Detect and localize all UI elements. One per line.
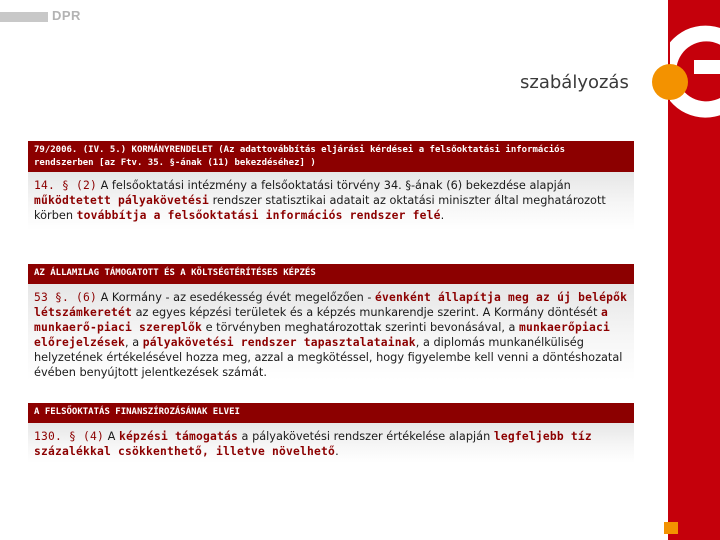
- block2-header: AZ ÁLLAMILAG TÁMOGATOTT ÉS A KÖLTSÉGTÉRÍTÉSES KÉPZÉS: [28, 264, 634, 284]
- block2-highlight: a munkaerő-piaci szereplők: [34, 306, 609, 334]
- block2-ref: 53 §. (6): [34, 291, 98, 304]
- block3-header: A FELSŐOKTATÁS FINANSZÍROZÁSÁNAK ELVEI: [28, 403, 634, 423]
- block3-text: .: [335, 445, 339, 458]
- block3-highlight: legfeljebb tíz százalékkal csökkenthető, illetve növelhető: [34, 430, 592, 458]
- block1-text: .: [440, 209, 445, 222]
- block2-text: , a: [125, 336, 143, 349]
- brand-logo: DPR: [52, 8, 81, 23]
- block1-ref: 14. § (2): [34, 179, 98, 192]
- orange-square-icon: [664, 522, 678, 534]
- block3-text: A: [104, 430, 119, 443]
- logo-bar: [0, 12, 48, 22]
- section-label: szabályozás: [520, 72, 629, 93]
- block1-text: A felsőoktatási intézmény a felsőoktatási törvény 34. §-ának (6) bekezdése alapján: [97, 179, 571, 192]
- block3-body: [28, 423, 634, 463]
- block1-highlight: továbbítja a felsőoktatási információs rendszer felé: [76, 209, 441, 222]
- block1-body: [28, 172, 634, 230]
- block3-highlight: képzési támogatás: [118, 430, 238, 443]
- block1-highlight: működtetett pályakövetési: [34, 194, 210, 207]
- block2-text: A Kormány - az esedékesség évét megelőzően -: [97, 291, 376, 304]
- block2-text: e törvényben meghatározottak szerinti bevonásával, a: [202, 321, 520, 334]
- block2-text: , a diplomás munkanélküliség helyzetének értékelésével hozza meg, azzal a megkötéssel, hogy figyelembe kell venni a döntéshozatal évében benyújtott jelentkezések számát.: [34, 336, 623, 379]
- block2-text: az egyes képzési területek és a képzés munkarendje szerint. A Kormány döntését: [132, 306, 602, 319]
- block1-text: rendszer statisztikai adatait az oktatási miniszter által meghatározott körben: [34, 194, 606, 222]
- block3-ref: 130. § (4): [34, 430, 105, 443]
- block2-highlight: pályakövetési rendszer tapasztalatainak: [142, 336, 416, 349]
- block1-header: 79/2006. (IV. 5.) KORMÁNYRENDELET (Az adattovábbítás eljárási kérdései a felsőoktatási információs rendszerben [az Ftv. 35. §-ának (11) bekezdéséhez] ): [28, 141, 634, 172]
- block2-highlight: évenként állapítja meg az új belépők létszámkeretét: [34, 291, 628, 319]
- block3-text: a pályakövetési rendszer értékelése alapján: [237, 430, 494, 443]
- orange-dot-icon: [652, 64, 688, 100]
- block2-highlight: munkaerőpiaci előrejelzések: [34, 321, 611, 349]
- block2-body: [28, 284, 634, 380]
